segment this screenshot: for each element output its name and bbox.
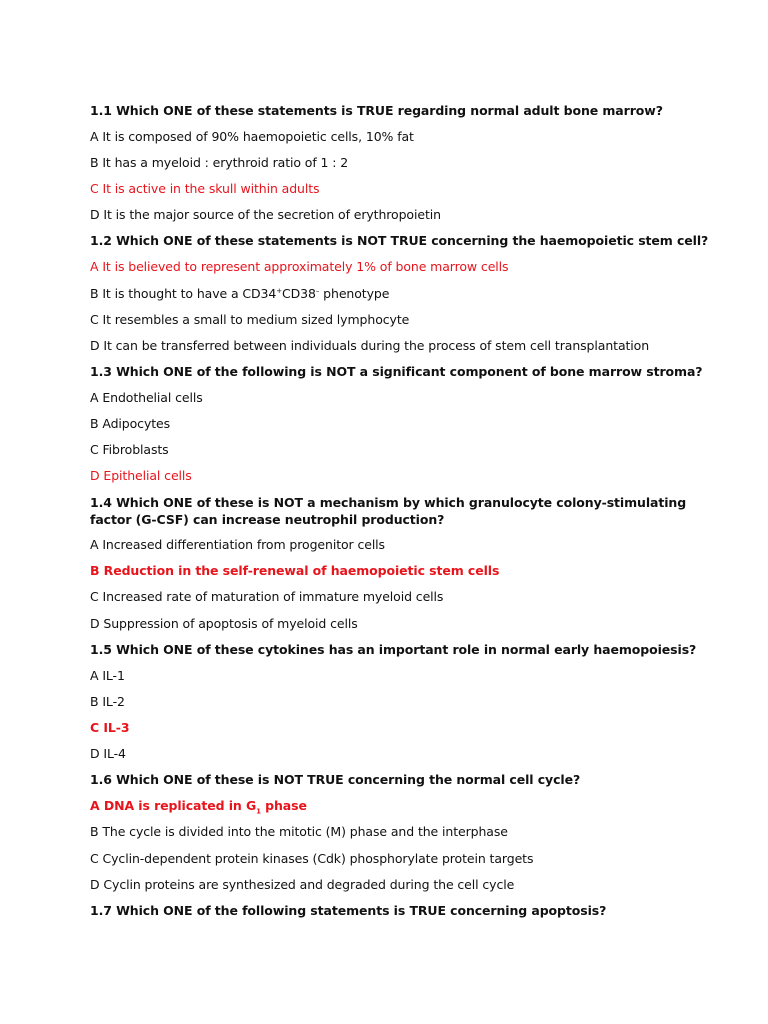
option-1-3-b: B Adipocytes [90,416,171,431]
option-1-2-b-text: B It is thought to have a CD34 [90,286,277,301]
option-1-6-a-text: A DNA is replicated in G [90,798,257,813]
option-1-4-d: D Suppression of apoptosis of myeloid cells [90,616,358,631]
option-1-3-a: A Endothelial cells [90,390,203,405]
option-1-5-d: D IL-4 [90,746,126,761]
option-1-4-a: A Increased differentiation from progenitor cells [90,537,385,552]
option-1-6-a-answer [90,798,730,814]
superscript-minus: – [315,286,320,295]
option-1-4-b-answer: B Reduction in the self-renewal of haemopoietic stem cells [90,563,500,578]
question-1-1: 1.1 Which ONE of these statements is TRUE regarding normal adult bone marrow? [90,103,663,118]
option-1-2-a-answer: A It is believed to represent approximately 1% of bone marrow cells [90,259,509,274]
option-1-2-d: D It can be transferred between individuals during the process of stem cell transplantation [90,338,650,353]
option-1-3-c: C Fibroblasts [90,442,169,457]
option-1-5-b: B IL-2 [90,694,125,709]
option-1-5-a: A IL-1 [90,668,125,683]
option-1-1-b: B It has a myeloid : erythroid ratio of 1 : 2 [90,155,349,170]
option-1-3-d-answer: D Epithelial cells [90,468,192,483]
option-1-1-a: A It is composed of 90% haemopoietic cells, 10% fat [90,129,414,144]
question-1-6: 1.6 Which ONE of these is NOT TRUE concerning the normal cell cycle? [90,772,581,787]
question-1-4: 1.4 Which ONE of these is NOT a mechanism by which granulocyte colony-stimulating factor (G-CSF) can increase neutrophil production? [90,495,687,527]
option-1-1-d: D It is the major source of the secretion of erythropoietin [90,207,441,222]
question-1-5: 1.5 Which ONE of these cytokines has an important role in normal early haemopoiesis? [90,642,697,657]
option-1-6-d: D Cyclin proteins are synthesized and degraded during the cell cycle [90,877,515,892]
option-1-1-c-answer: C It is active in the skull within adults [90,181,320,196]
superscript-plus: + [276,286,283,295]
option-1-4-c: C Increased rate of maturation of immature myeloid cells [90,589,444,604]
question-1-7: 1.7 Which ONE of the following statements is TRUE concerning apoptosis? [90,903,607,918]
option-1-2-b [90,286,730,302]
option-1-5-c-answer: C IL-3 [90,720,130,735]
option-1-2-b-suffix: phenotype [319,286,390,301]
option-1-6-b: B The cycle is divided into the mitotic (M) phase and the interphase [90,824,508,839]
option-1-6-a-suffix: phase [260,798,307,813]
option-1-2-c: C It resembles a small to medium sized lymphocyte [90,312,410,327]
question-1-2: 1.2 Which ONE of these statements is NOT TRUE concerning the haemopoietic stem cell? [90,233,709,248]
subscript-1: 1 [256,807,261,816]
option-1-6-c: C Cyclin-dependent protein kinases (Cdk) phosphorylate protein targets [90,851,534,866]
question-1-3: 1.3 Which ONE of the following is NOT a significant component of bone marrow stroma? [90,364,703,379]
option-1-2-b-cd38: CD38 [282,286,316,301]
